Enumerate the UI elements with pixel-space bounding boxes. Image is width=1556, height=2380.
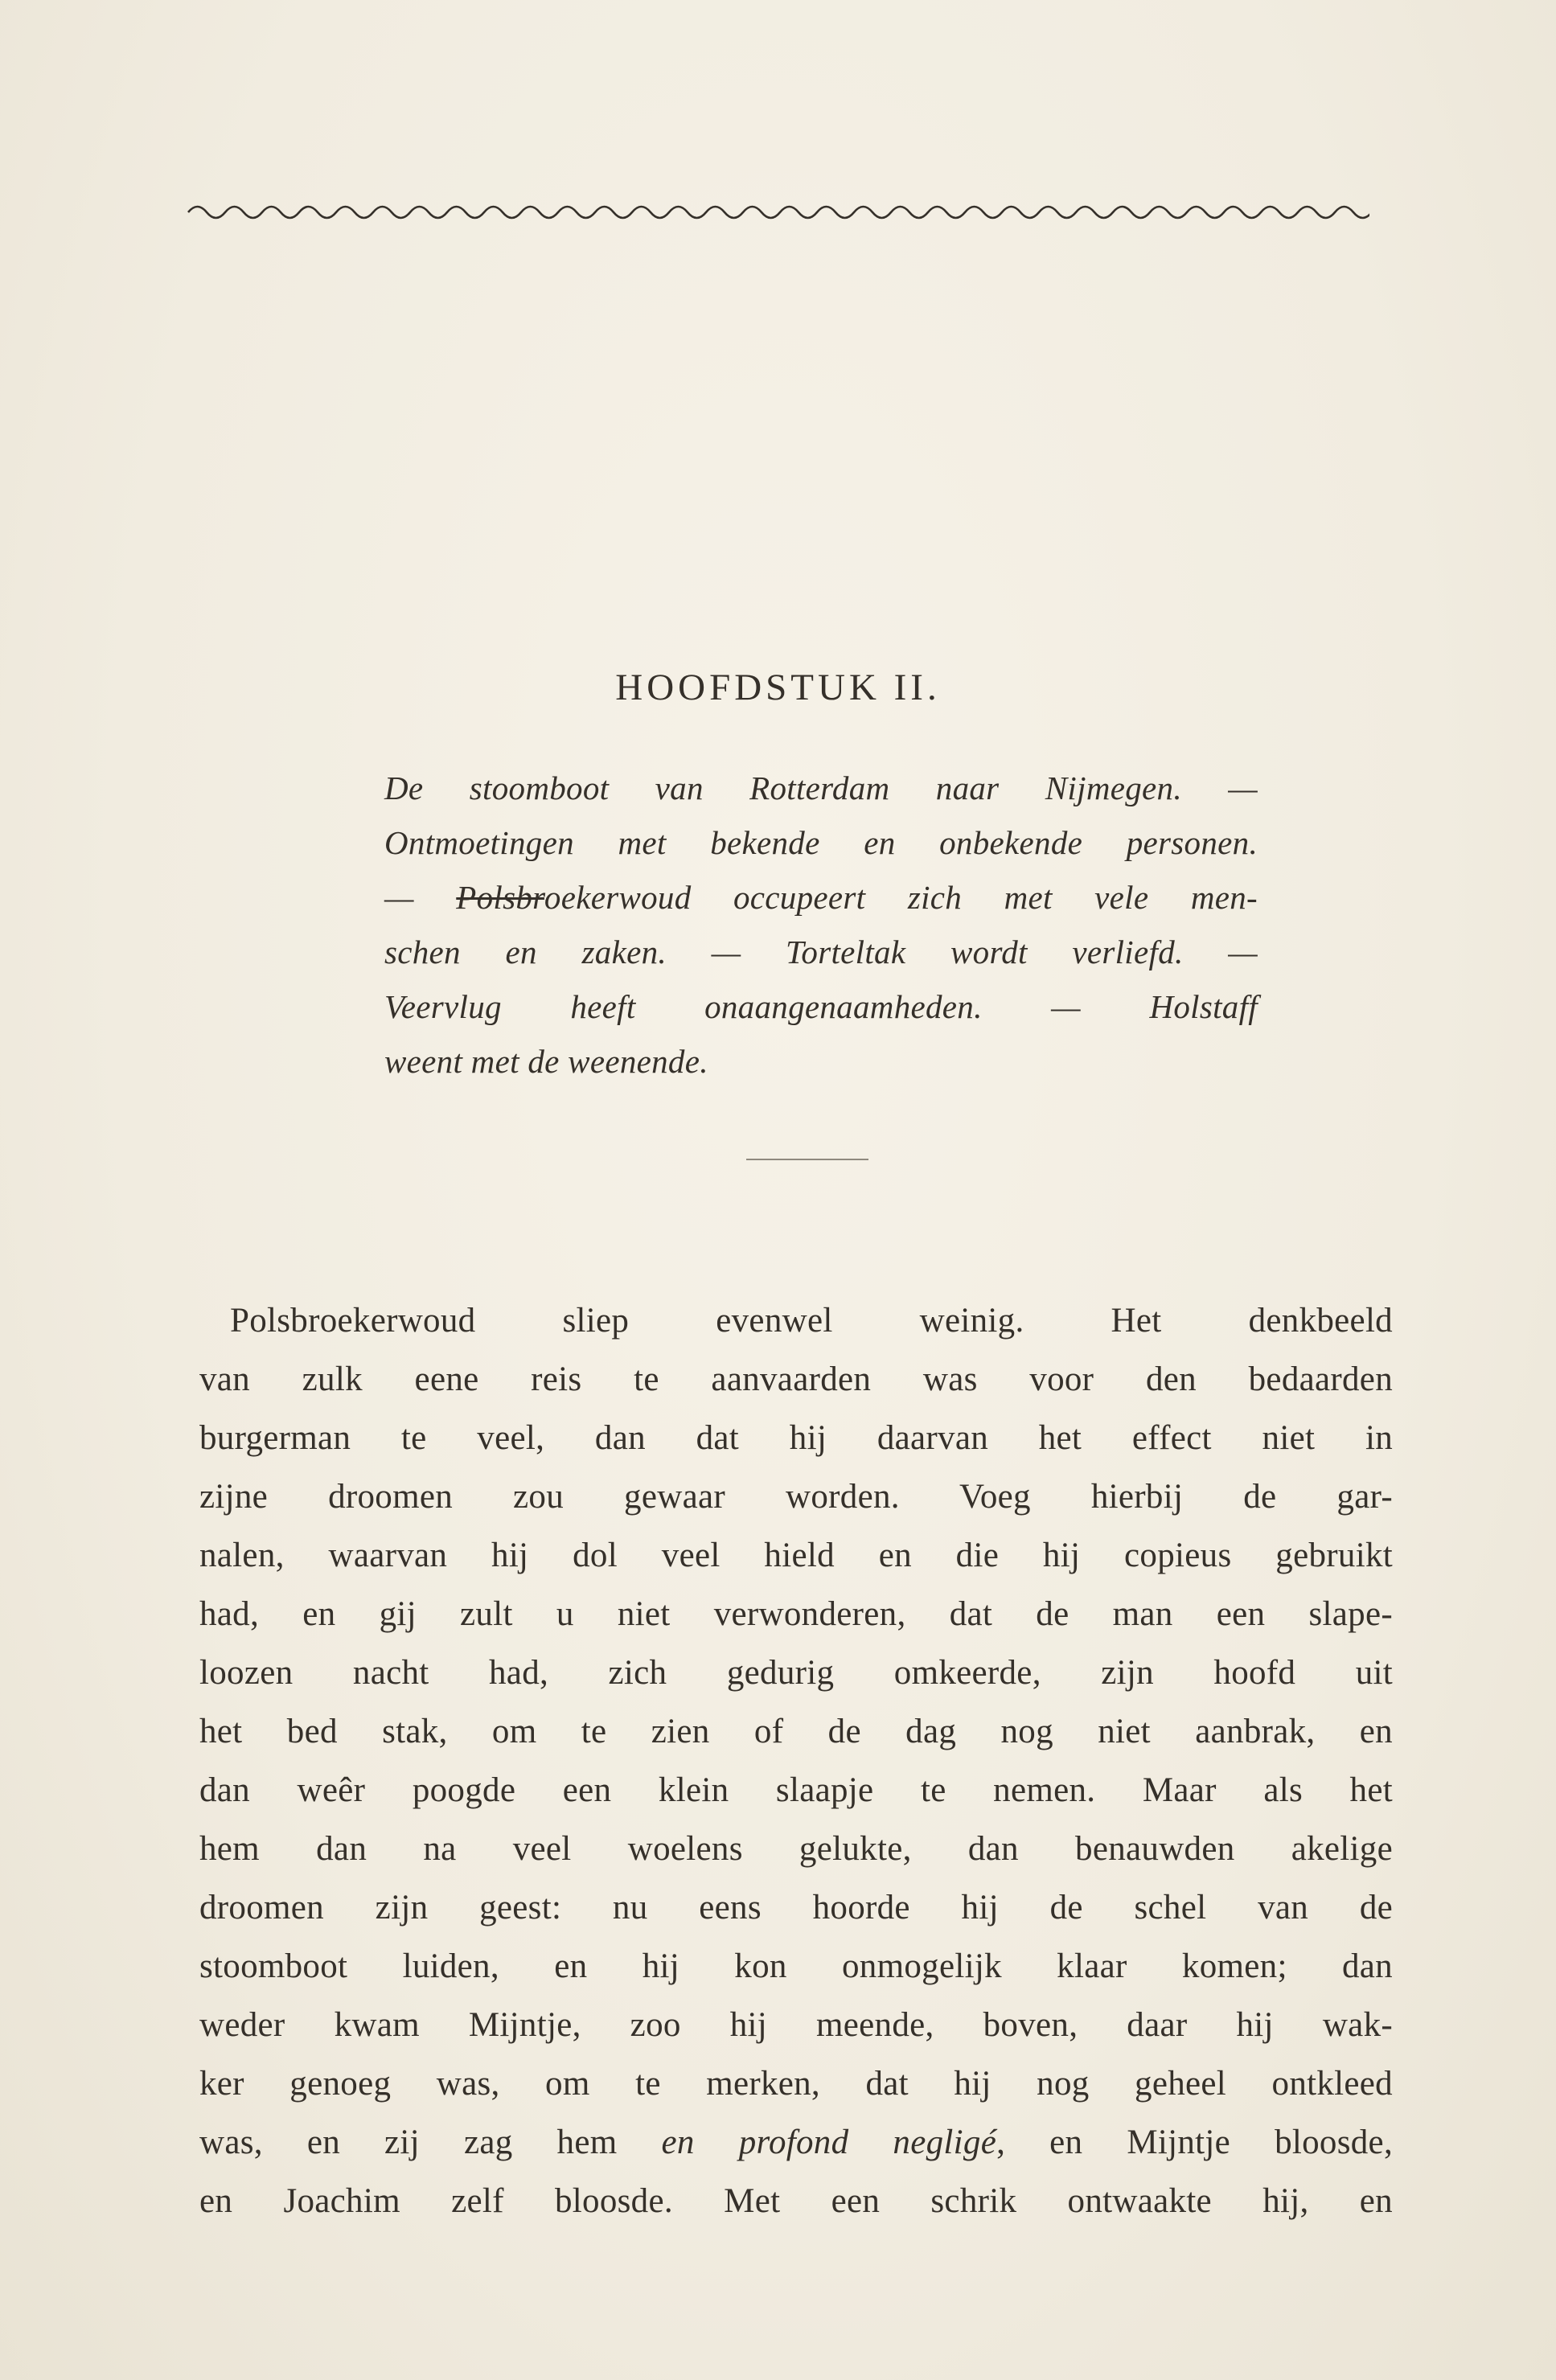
text-segment: De stoomboot van Rotterdam naar Nijmegen. — bbox=[384, 769, 1258, 806]
summary-line bbox=[384, 1034, 1258, 1089]
body-line bbox=[199, 1409, 1393, 1467]
text-segment: burgerman te veel, dan dat hij daarvan het effect niet in bbox=[199, 1419, 1393, 1457]
body-line bbox=[199, 1585, 1393, 1643]
body-line bbox=[199, 1643, 1393, 1702]
text-segment: zijne droomen zou gewaar worden. Voeg hierbij de gar- bbox=[199, 1478, 1393, 1516]
body-line bbox=[199, 2113, 1393, 2172]
summary-line bbox=[384, 870, 1258, 925]
body-line bbox=[199, 1291, 1393, 1350]
text-segment: , en Mijntje bloosde, bbox=[996, 2124, 1393, 2161]
summary-line bbox=[384, 761, 1258, 815]
chapter-heading: HOOFDSTUK II. bbox=[615, 667, 941, 708]
text-segment: en Joachim zelf bloosde. Met een schrik ontwaakte hij, en bbox=[199, 2182, 1393, 2220]
body-paragraph bbox=[199, 1291, 1393, 2230]
text-segment: schen en zaken. — Torteltak wordt verliefd. — bbox=[384, 934, 1258, 970]
wave-icon bbox=[187, 201, 1369, 222]
text-segment: oekerwoud occupeert zich met vele men- bbox=[544, 879, 1258, 916]
body-line bbox=[199, 1467, 1393, 1526]
text-segment: van zulk eene reis te aanvaarden was voor den bedaarden bbox=[199, 1360, 1393, 1398]
body-line bbox=[199, 1350, 1393, 1409]
text-segment: loozen nacht had, zich gedurig omkeerde, zijn hoofd uit bbox=[199, 1654, 1393, 1692]
summary-line bbox=[384, 815, 1258, 870]
body-line bbox=[199, 1820, 1393, 1878]
body-line bbox=[199, 2054, 1393, 2113]
body-line bbox=[199, 1996, 1393, 2054]
body-line bbox=[199, 1878, 1393, 1937]
text-segment: ker genoeg was, om te merken, dat hij nog geheel ontkleed bbox=[199, 2065, 1393, 2103]
text-segment: had, en gij zult u niet verwonderen, dat de man een slape- bbox=[199, 1595, 1393, 1633]
body-line bbox=[199, 1526, 1393, 1585]
text-segment: het bed stak, om te zien of de dag nog niet aanbrak, en bbox=[199, 1713, 1393, 1750]
section-divider bbox=[746, 1159, 868, 1160]
text-segment: Veervlug heeft onaangenaamheden. — Holstaff bbox=[384, 988, 1258, 1025]
text-segment: Ontmoetingen met bekende en onbekende personen. bbox=[384, 824, 1258, 861]
italic-text: en profond negligé bbox=[661, 2124, 997, 2161]
text-segment: dan weêr poogde een klein slaapje te nemen. Maar als het bbox=[199, 1771, 1393, 1809]
body-line bbox=[199, 2172, 1393, 2230]
text-segment: — bbox=[384, 879, 457, 916]
text-segment: nalen, waarvan hij dol veel hield en die hij copieus gebruikt bbox=[199, 1537, 1393, 1574]
body-line bbox=[199, 1761, 1393, 1820]
chapter-summary bbox=[384, 761, 1258, 1089]
text-segment: was, en zij zag hem bbox=[199, 2124, 662, 2161]
text-segment: Polsbroekerwoud sliep evenwel weinig. Het denkbeeld bbox=[230, 1302, 1393, 1340]
decorative-wave bbox=[187, 201, 1369, 222]
text-segment: stoomboot luiden, en hij kon onmogelijk klaar komen; dan bbox=[199, 1947, 1393, 1985]
summary-line bbox=[384, 925, 1258, 979]
text-segment: weent met de weenende. bbox=[384, 1043, 708, 1080]
body-line bbox=[199, 1702, 1393, 1761]
text-segment: weder kwam Mijntje, zoo hij meende, boven, daar hij wak- bbox=[199, 2006, 1393, 2044]
text-segment: hem dan na veel woelens gelukte, dan benauwden akelige bbox=[199, 1830, 1393, 1868]
struck-text: Polsbr bbox=[456, 879, 544, 916]
text-segment: droomen zijn geest: nu eens hoorde hij de schel van de bbox=[199, 1889, 1393, 1927]
summary-line bbox=[384, 979, 1258, 1034]
body-line bbox=[199, 1937, 1393, 1996]
